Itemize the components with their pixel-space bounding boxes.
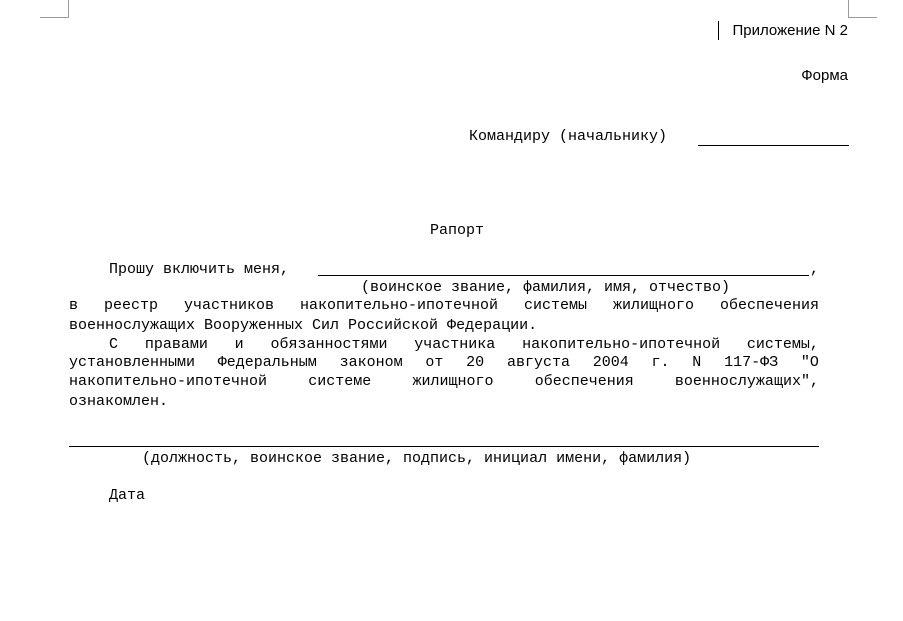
word: обеспечения (534, 373, 634, 390)
word: правами (144, 336, 208, 353)
word: системы (523, 297, 587, 314)
request-prefix: Прошу включить меня, (109, 261, 290, 278)
word: жилищного (412, 373, 494, 390)
para1-line1 (69, 296, 819, 315)
word: накопительно-ипотечной (69, 373, 268, 390)
word: реестр (103, 297, 158, 314)
addressee-underline[interactable] (698, 145, 849, 146)
word: установленными (69, 354, 196, 371)
word: накопительно-ипотечной (299, 297, 498, 314)
word: накопительно-ипотечной (522, 336, 721, 353)
word: законом (339, 354, 403, 371)
name-field-hint: (воинское звание, фамилия, имя, отчество) (361, 279, 731, 296)
word: С (109, 336, 119, 353)
text-cursor (718, 21, 719, 40)
word: обеспечения (719, 297, 819, 314)
word: г. (651, 354, 670, 371)
word: Федеральным (217, 354, 317, 371)
crop-mark-top-right-h (848, 17, 877, 18)
word: 117-ФЗ (724, 354, 779, 371)
para1-line2: военнослужащих Вооруженных Сил Российской Федерации. (69, 317, 538, 334)
word: участника (414, 336, 496, 353)
signature-underline[interactable] (69, 446, 819, 447)
para2-line3 (69, 372, 819, 391)
date-label: Дата (109, 487, 146, 504)
word: системы, (746, 336, 819, 353)
word: военнослужащих", (674, 373, 819, 390)
word: от (425, 354, 444, 371)
form-label: Форма (801, 67, 848, 84)
addressee-label: Командиру (начальнику) (469, 128, 668, 145)
word: в (69, 297, 79, 314)
crop-mark-top-left (68, 0, 69, 18)
word: и (234, 336, 244, 353)
word: участников (183, 297, 274, 314)
word: "О (800, 354, 819, 371)
word: жилищного (612, 297, 694, 314)
para2-line4: ознакомлен. (69, 393, 169, 410)
annex-label: Приложение N 2 (732, 22, 848, 39)
word: 2004 (592, 354, 629, 371)
word: системе (308, 373, 372, 390)
word: августа (506, 354, 570, 371)
request-suffix-comma: , (810, 261, 820, 278)
crop-mark-top-left-h (40, 17, 69, 18)
name-field-underline[interactable] (318, 275, 809, 276)
word: N (692, 354, 702, 371)
para2-line2 (69, 353, 819, 372)
para2-line1 (109, 335, 819, 354)
crop-mark-top-right (848, 0, 849, 18)
word: обязанностями (270, 336, 388, 353)
signature-hint: (должность, воинское звание, подпись, инициал имени, фамилия) (142, 450, 692, 467)
word: 20 (466, 354, 485, 371)
document-title: Рапорт (430, 222, 485, 239)
